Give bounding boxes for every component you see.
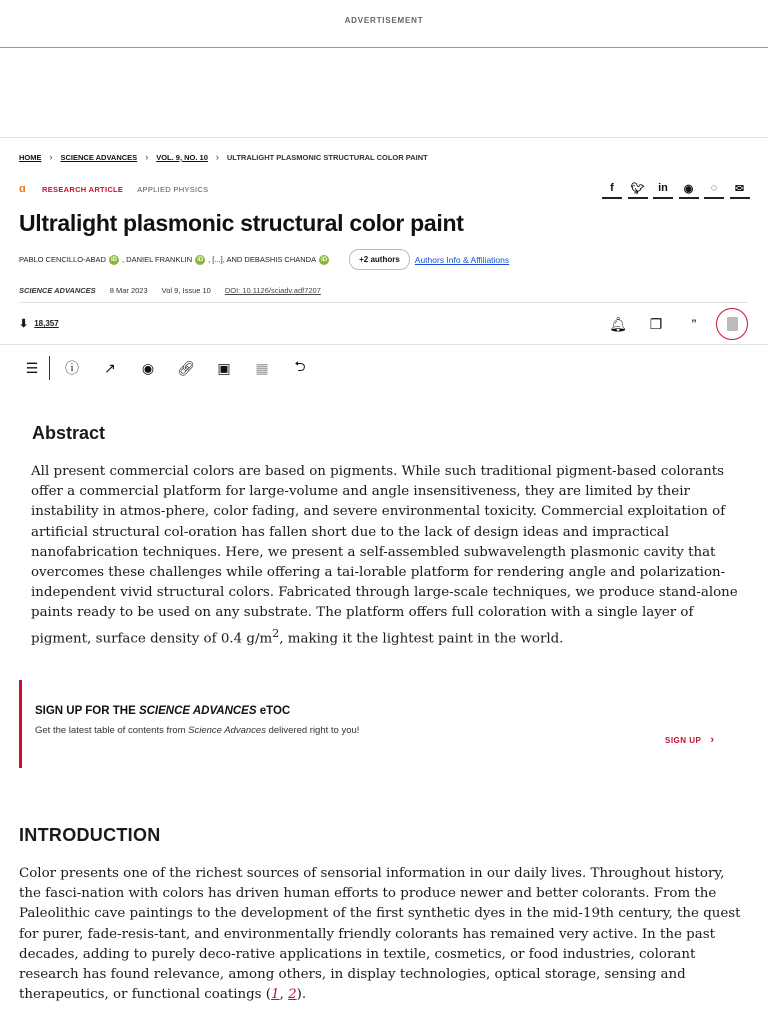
etoc-signup-box [19, 680, 748, 768]
introduction-text-main: Color presents one of the richest sources of sensorial information in our daily lives. Throughout history, the fasci-nation with colors has driven human efforts to produce newer and better colorants. From the Paleolithic cave paintings to the development of the first synthetic dyes in the mid-19th century, the quest for purer, fade-resis-tant, and environmentally friendly colorants has remained very active. In the past decades, adding to purely deco-rative applications in textile, cosmetics, or food industries, colorant research has found relevance, among others, in display technologies, optical storage, sensing and therapeutics, or functional coatings ( [19, 866, 741, 1003]
article-title: Ultralight plasmonic structural color paint [19, 210, 464, 236]
more-authors-button[interactable]: +2 authors [349, 249, 410, 270]
volume-issue: Vol 9, Issue 10 [161, 286, 211, 295]
tables-icon[interactable]: ▦ [255, 359, 269, 376]
abstract-text-end: , making it the lightest paint in the world. [279, 631, 564, 647]
figures-icon[interactable]: ▣ [217, 359, 231, 376]
etoc-sub-pre: Get the latest table of contents from [35, 725, 189, 736]
breadcrumb-home[interactable]: HOME [19, 152, 42, 162]
doi-link[interactable]: DOI: 10.1126/sciadv.adf7207 [224, 286, 321, 295]
publication-info [19, 286, 321, 295]
alert-bell-icon[interactable]: 🔔︎ [609, 315, 627, 332]
facebook-icon[interactable]: f [602, 179, 622, 199]
reference-link[interactable]: 1 [271, 987, 280, 1003]
reference-separator: , [279, 987, 289, 1003]
affiliations-link[interactable]: Authors Info & Affiliations [414, 254, 510, 265]
etoc-title-journal: SCIENCE ADVANCES [138, 705, 257, 717]
publication-date: 8 Mar 2023 [109, 286, 148, 295]
share-bar [602, 179, 755, 199]
link-icon[interactable]: 🔗︎ [177, 359, 195, 376]
introduction-text-end: ). [296, 987, 307, 1003]
article-type-row [19, 183, 208, 195]
info-icon[interactable]: ⓘ [65, 360, 79, 376]
superscript: 2 [272, 626, 280, 640]
etoc-sub-journal: Science Advances [188, 725, 266, 736]
signup-button[interactable] [665, 734, 715, 746]
chevron-right-icon: › [49, 152, 53, 162]
etoc-subtitle [35, 725, 359, 736]
article-field[interactable]: APPLIED PHYSICS [137, 184, 209, 194]
divider [0, 344, 768, 345]
chevron-right-icon: › [710, 734, 715, 746]
reference-link[interactable]: 2 [288, 987, 297, 1003]
chevron-right-icon: › [215, 152, 219, 162]
abstract-heading: Abstract [32, 423, 106, 443]
article-actions [606, 308, 748, 340]
etoc-title [35, 705, 290, 717]
bookmark-icon[interactable]: ❐ [649, 315, 663, 332]
etoc-title-post: eTOC [256, 705, 291, 717]
view-icon[interactable]: ◉ [141, 359, 155, 376]
journal-name: SCIENCE ADVANCES [19, 286, 96, 295]
author-name[interactable]: PABLO CENCILLO-ABAD [19, 255, 106, 264]
etoc-title-pre: SIGN UP FOR THE [35, 705, 139, 717]
cite-quote-icon[interactable]: ” [691, 316, 697, 332]
author-list [19, 249, 509, 270]
orcid-icon[interactable]: iD [321, 256, 328, 263]
breadcrumb [19, 152, 428, 162]
breadcrumb-current: ULTRALIGHT PLASMONIC STRUCTURAL COLOR PAINT [226, 152, 428, 162]
signup-label: SIGN UP [665, 735, 702, 745]
wechat-icon[interactable]: ◌ [704, 179, 724, 199]
author-name[interactable]: , [...], AND DEBASHIS CHANDA [208, 255, 317, 264]
etoc-sub-post: delivered right to you! [265, 725, 360, 736]
pdf-icon [727, 317, 738, 331]
share-icon[interactable]: ⮌ [294, 358, 306, 374]
contents-icon[interactable]: ☰ [25, 359, 39, 376]
email-icon[interactable]: ✉ [730, 179, 750, 199]
downloads-count[interactable] [19, 317, 59, 330]
advertisement-bar [0, 0, 768, 48]
abstract-text [31, 462, 741, 649]
metrics-icon[interactable]: ↗ [104, 359, 116, 376]
author-name[interactable]: , DANIEL FRANKLIN [121, 255, 193, 264]
toolbar-divider [49, 356, 50, 380]
open-access-icon: ɑ [19, 183, 27, 195]
abstract-text-main: All present commercial colors are based on pigments. While such traditional pigment-based colorants offer a commercial platform for large-volume and angle insensitiveness, they are limited by their instability in atmos-phere, color fading, and severe environmental toxicity. Commercial exploitation of artificial structural col-oration has fallen short due to the lack of design ideas and impractical nanofabrication techniques. Here, we present a self-assembled subwavelength plasmonic cavity that overcomes these challenges while offering a tai-lorable platform for rendering angle and polarization-independent vivid structural colors. Fabricated through large-scale techniques, we produce stand-alone paints ready to be used on any substrate. The platform offers full coloration with a single layer of pigment, surface density of 0.4 g/m [31, 464, 738, 647]
chevron-right-icon: › [145, 152, 149, 162]
advertisement-space [0, 48, 768, 138]
introduction-text [19, 864, 749, 1005]
reddit-icon[interactable]: ◉ [679, 179, 699, 199]
breadcrumb-journal[interactable]: SCIENCE ADVANCES [60, 152, 138, 162]
article-type: RESEARCH ARTICLE [42, 184, 124, 194]
article-toolbar [13, 356, 319, 380]
divider [19, 302, 748, 303]
pdf-button[interactable] [716, 308, 748, 340]
linkedin-icon[interactable]: in [653, 179, 673, 199]
download-icon: ⬇︎ [19, 318, 29, 330]
twitter-icon[interactable]: 🐦︎ [628, 179, 648, 199]
download-count-value: 18,357 [34, 319, 59, 328]
introduction-heading: INTRODUCTION [19, 825, 161, 845]
orcid-icon[interactable]: iD [197, 256, 204, 263]
advertisement-label: ADVERTISEMENT [344, 16, 424, 25]
orcid-icon[interactable]: iD [110, 256, 117, 263]
breadcrumb-issue[interactable]: VOL. 9, NO. 10 [156, 152, 208, 162]
